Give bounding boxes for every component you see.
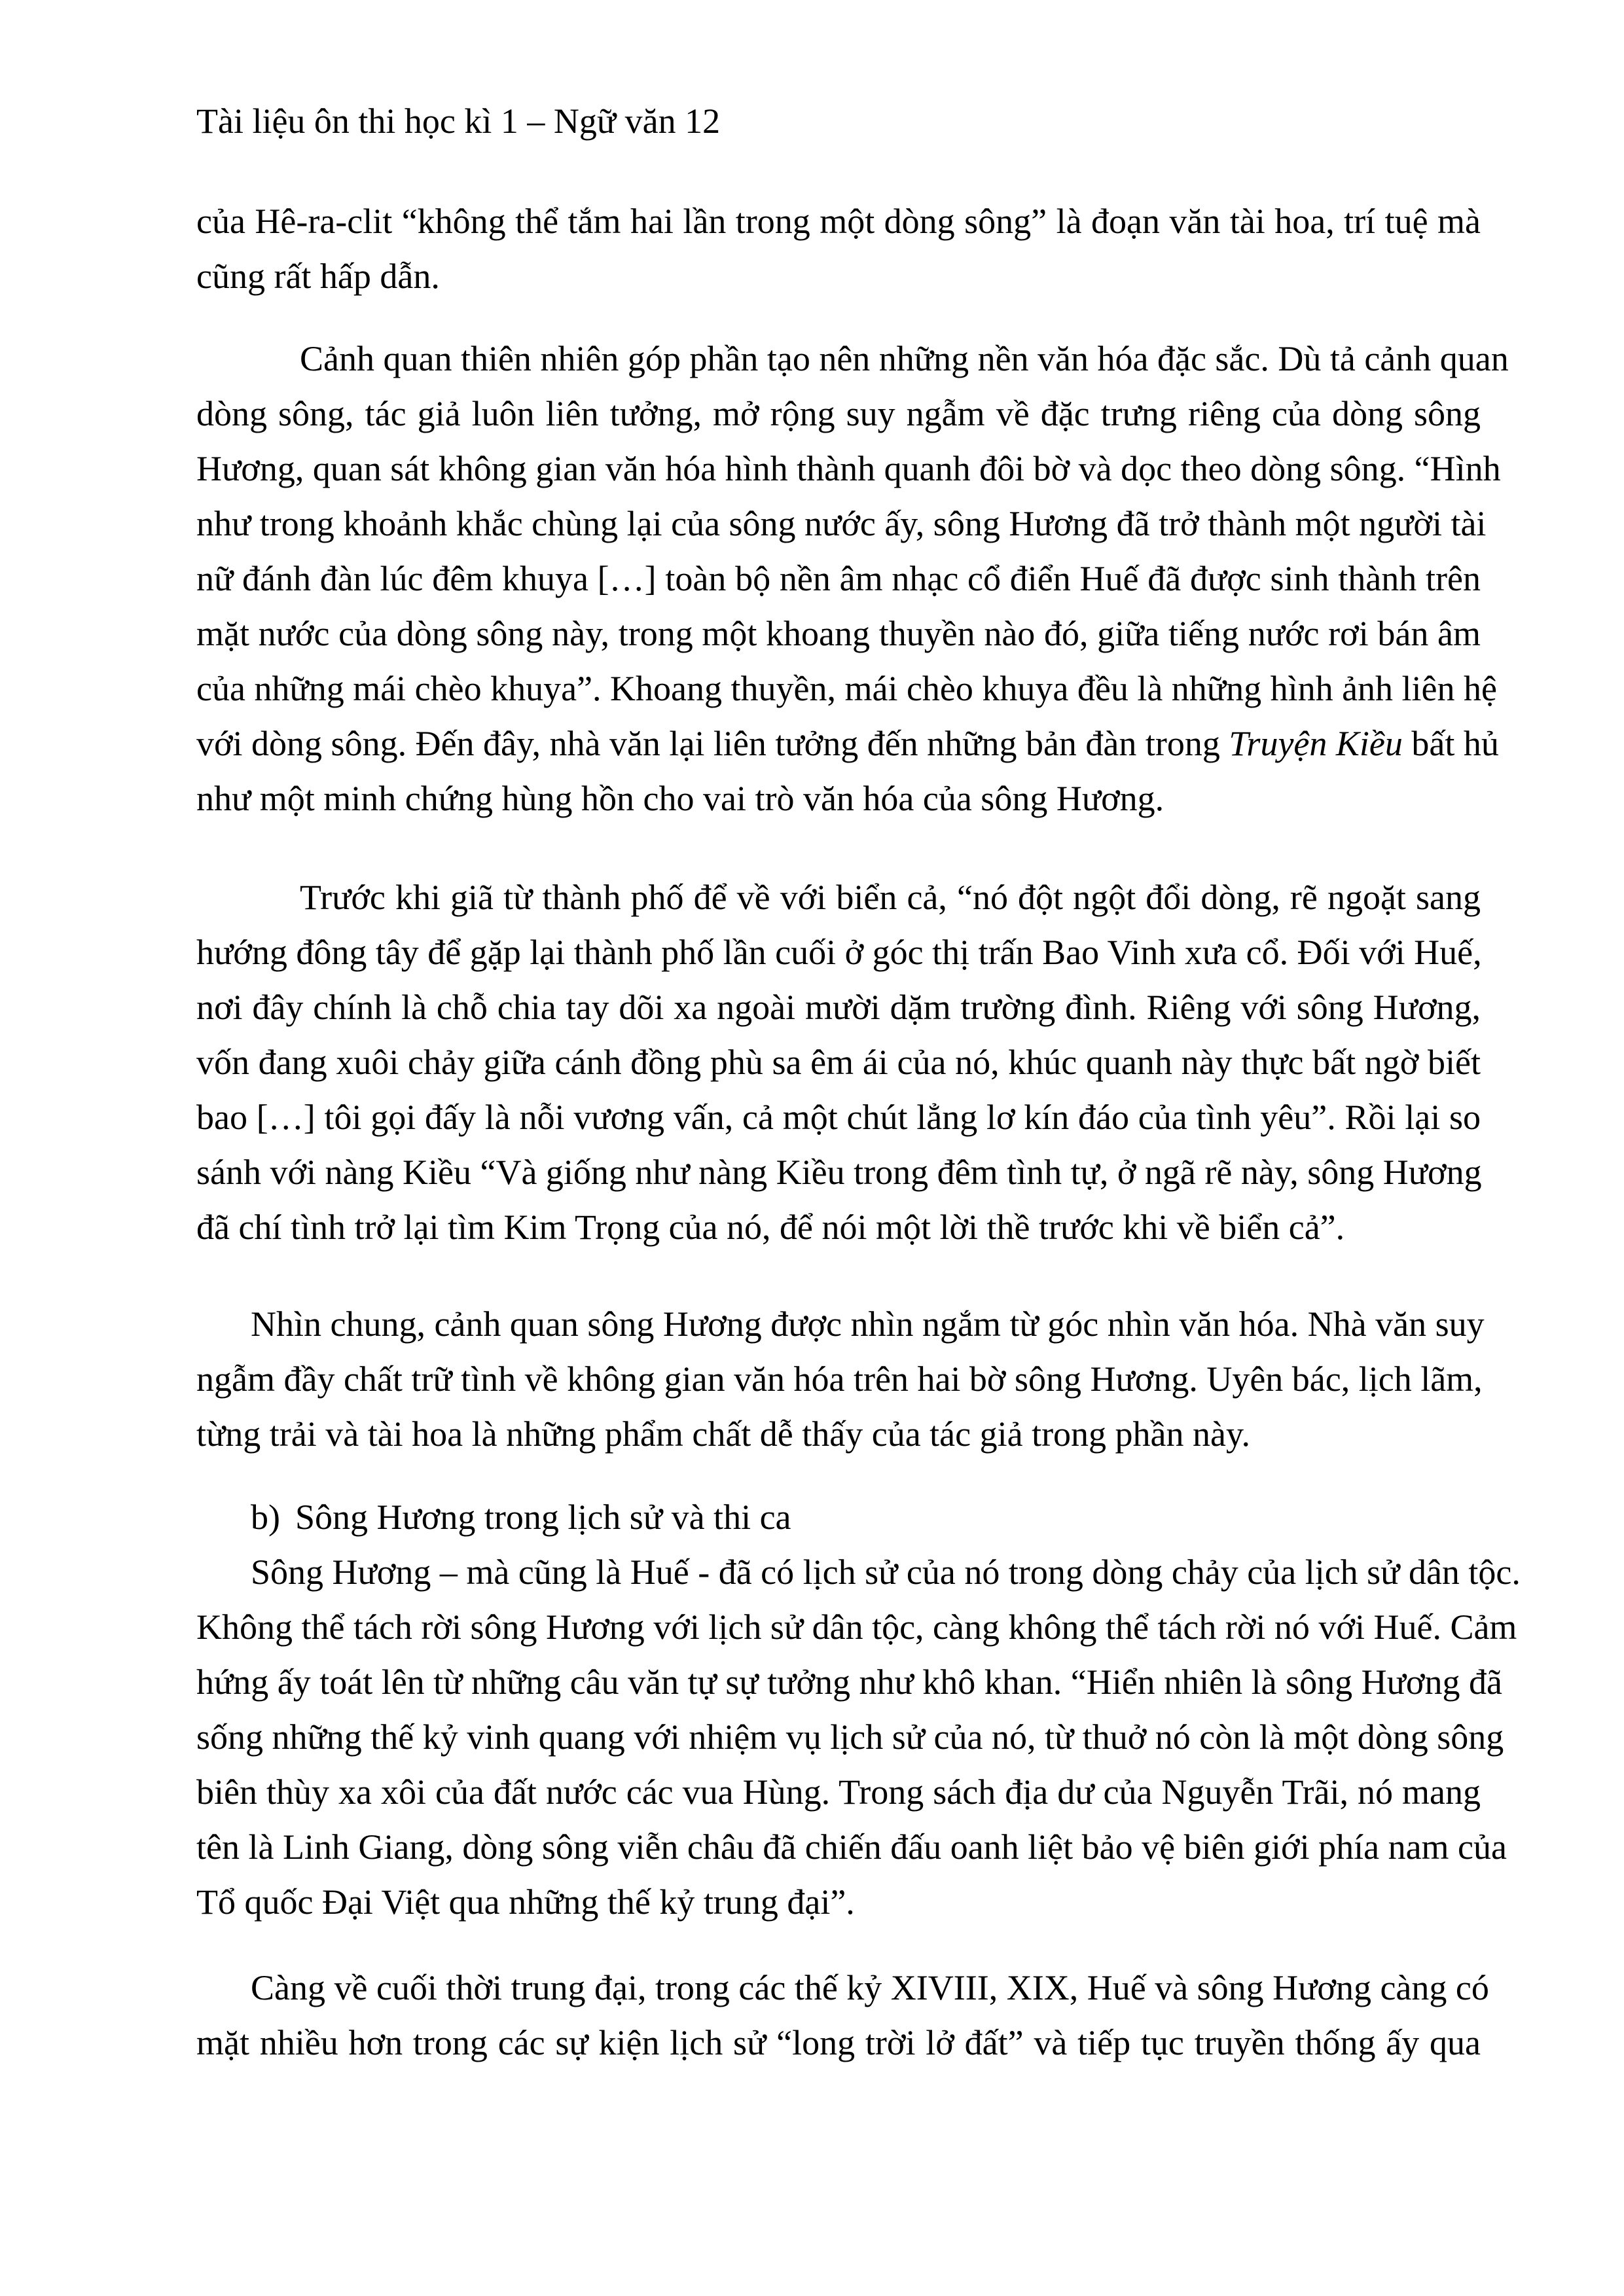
page-header: Tài liệu ôn thi học kì 1 – Ngữ văn 12 xyxy=(196,101,721,141)
text-line: dòng sông, tác giả luôn liên tưởng, mở rộng suy ngẫm về đặc trưng riêng của dòng sông xyxy=(196,394,1481,433)
paragraph-5 xyxy=(196,1545,1521,1929)
paragraph-2 xyxy=(196,331,1509,826)
text-line: Nhìn chung, cảnh quan sông Hương được nhìn ngắm từ góc nhìn văn hóa. Nhà văn suy xyxy=(251,1304,1485,1344)
text-line xyxy=(196,716,1499,771)
text-line: Hương, quan sát không gian văn hóa hình thành quanh đôi bờ và dọc theo dòng sông. “Hình xyxy=(196,449,1501,488)
italic-title: Truyện Kiều xyxy=(1229,724,1403,763)
text-line: như trong khoảnh khắc chùng lại của sông nước ấy, sông Hương đã trở thành một người tài xyxy=(196,504,1487,543)
text-line: như một minh chứng hùng hồn cho vai trò văn hóa của sông Hương. xyxy=(196,779,1164,818)
text-line: sánh với nàng Kiều “Và giống như nàng Kiều trong đêm tình tự, ở ngã rẽ này, sông Hương xyxy=(196,1153,1482,1192)
text-line: Sông Hương – mà cũng là Huế - đã có lịch sử của nó trong dòng chảy của lịch sử dân tộc. xyxy=(251,1552,1521,1592)
paragraph-3 xyxy=(196,870,1481,1255)
section-heading-title: Sông Hương trong lịch sử và thi ca xyxy=(295,1498,791,1537)
text-line: Càng về cuối thời trung đại, trong các thế kỷ XIVIII, XIX, Huế và sông Hương càng có xyxy=(251,1968,1489,2007)
text-line: sống những thế kỷ vinh quang với nhiệm vụ lịch sử của nó, từ thuở nó còn là một dòng sông xyxy=(196,1717,1504,1757)
section-heading xyxy=(251,1490,791,1545)
text-line: nữ đánh đàn lúc đêm khuya […] toàn bộ nền âm nhạc cổ điển Huế đã được sinh thành trên xyxy=(196,559,1481,598)
text-line: cũng rất hấp dẫn. xyxy=(196,257,440,296)
text-line: mặt nước của dòng sông này, trong một khoang thuyền nào đó, giữa tiếng nước rơi bán âm xyxy=(196,614,1481,653)
text-line: tên là Linh Giang, dòng sông viễn châu đã chiến đấu oanh liệt bảo vệ biên giới phía nam của xyxy=(196,1827,1507,1867)
text-line: đã chí tình trở lại tìm Kim Trọng của nó, để nói một lời thề trước khi về biển cả”. xyxy=(196,1208,1345,1247)
text-line: Tổ quốc Đại Việt qua những thế kỷ trung đại”. xyxy=(196,1882,855,1922)
text-line: Trước khi giã từ thành phố để về với biển cả, “nó đột ngột đổi dòng, rẽ ngoặt sang xyxy=(300,878,1481,917)
text-line: Cảnh quan thiên nhiên góp phần tạo nên những nền văn hóa đặc sắc. Dù tả cảnh quan xyxy=(300,339,1509,378)
text-line: hướng đông tây để gặp lại thành phố lần cuối ở góc thị trấn Bao Vinh xưa cổ. Đối với Huế, xyxy=(196,933,1482,972)
text-line: mặt nhiều hơn trong các sự kiện lịch sử “long trời lở đất” và tiếp tục truyền thống ấy qua xyxy=(196,2023,1481,2062)
paragraph-4 xyxy=(196,1297,1485,1462)
text-line: hứng ấy toát lên từ những câu văn tự sự tưởng như khô khan. “Hiển nhiên là sông Hương đã xyxy=(196,1662,1502,1702)
paragraph-1 xyxy=(196,194,1481,304)
text-line: biên thùy xa xôi của đất nước các vua Hùng. Trong sách địa dư của Nguyễn Trãi, nó mang xyxy=(196,1772,1481,1812)
text-line: từng trải và tài hoa là những phẩm chất dễ thấy của tác giả trong phần này. xyxy=(196,1414,1250,1454)
text-line: bao […] tôi gọi đấy là nỗi vương vấn, cả một chút lẳng lơ kín đáo của tình yêu”. Rồi lại so xyxy=(196,1098,1481,1137)
text-line: của Hê-ra-clit “không thể tắm hai lần trong một dòng sông” là đoạn văn tài hoa, trí tuệ mà xyxy=(196,202,1481,241)
text-segment: với dòng sông. Đến đây, nhà văn lại liên tưởng đến những bản đàn trong xyxy=(196,724,1229,763)
text-line: ngẫm đầy chất trữ tình về không gian văn hóa trên hai bờ sông Hương. Uyên bác, lịch lãm, xyxy=(196,1359,1483,1399)
text-line: Không thể tách rời sông Hương với lịch sử dân tộc, càng không thể tách rời nó với Huế. Cảm xyxy=(196,1607,1517,1647)
text-line: nơi đây chính là chỗ chia tay dõi xa ngoài mười dặm trường đình. Riêng với sông Hương, xyxy=(196,988,1481,1027)
paragraph-6 xyxy=(196,1960,1489,2070)
text-segment: bất hủ xyxy=(1402,724,1499,763)
text-line: của những mái chèo khuya”. Khoang thuyền, mái chèo khuya đều là những hình ảnh liên hệ xyxy=(196,669,1497,708)
section-heading-number: b) xyxy=(251,1498,280,1537)
text-line: vốn đang xuôi chảy giữa cánh đồng phù sa êm ái của nó, khúc quanh này thực bất ngờ biết xyxy=(196,1043,1481,1082)
